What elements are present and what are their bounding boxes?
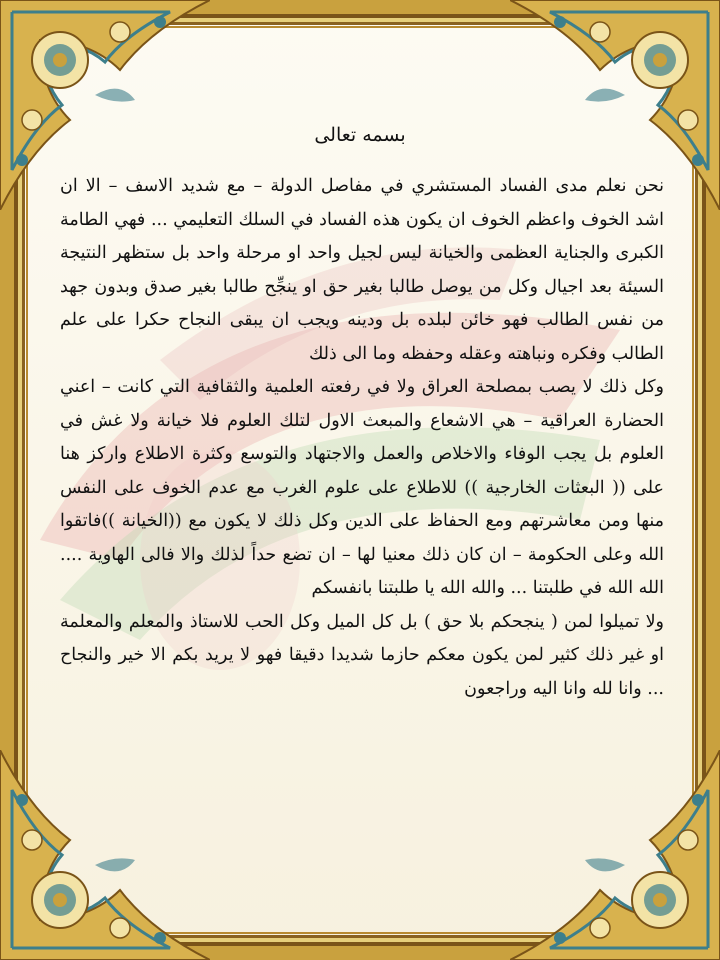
document-title: بسمه تعالى [314,124,406,146]
paragraph: ولا تميلوا لمن ( ينجحكم بلا حق ) بل كل الميل وكل الحب للاستاذ والمعلم والمعلمة او غير ذلك كثير لمن يكون معكم حازما شديدا دقيقا فهو لا يريد بكم الا خير والنجاح ... وانا لله وانا اليه وراجعون [60,611,664,699]
paragraph: نحن نعلم مدى الفساد المستشري في مفاصل الدولة – مع شديد الاسف – الا ان اشد الخوف واعظم الخوف ان يكون هذه الفساد في السلك التعليمي ... فهي الطامة الكبرى والجناية العظمى والخيانة ليس لجيل واحد او مرحلة واحد بل ستظهر النتيجة السيئة بعد اجيال وكل من يوصل طالبا بغير حق او ينجِّح طالبا بغير صدق وبدون جهد من نفس الطالب فهو خائن لبلده بل ودينه ويجب ان يبقى النجاح حكرا على علم الطالب وفكره ونباهته وعقله وحفظه وما الى ذلك [60,176,664,364]
ornament-corner-icon [510,750,720,960]
paragraph: وكل ذلك لا يصب بمصلحة العراق ولا في رفعته العلمية والثقافية التي كانت – اعني الحضارة العراقية – هي الاشعاع والمبعث الاول لتلك العلوم فلا خيانة ولا غش في العلوم بل يجب الوفاء والاخلاص والعمل والاجتهاد والتوسع وكثرة الاطلاع واركز هنا على (( البعثات الخارجية )) للاطلاع على علوم الغرب مع عدم الخوف على النفس منها ومن معاشرتهم ومع الحفاظ على الدين وكل ذلك لا يكون مع ((الخيانة ))فاتقوا الله وعلى الحكومة – ان كان ذلك معنيا لها – ان تضع حداً لذلك والا فالى الهاوية .... الله الله في طلبتنا ... والله الله يا طلبتنا بانفسكم [60,377,664,598]
document-body [60,170,664,706]
ornament-corner-icon [0,750,210,960]
